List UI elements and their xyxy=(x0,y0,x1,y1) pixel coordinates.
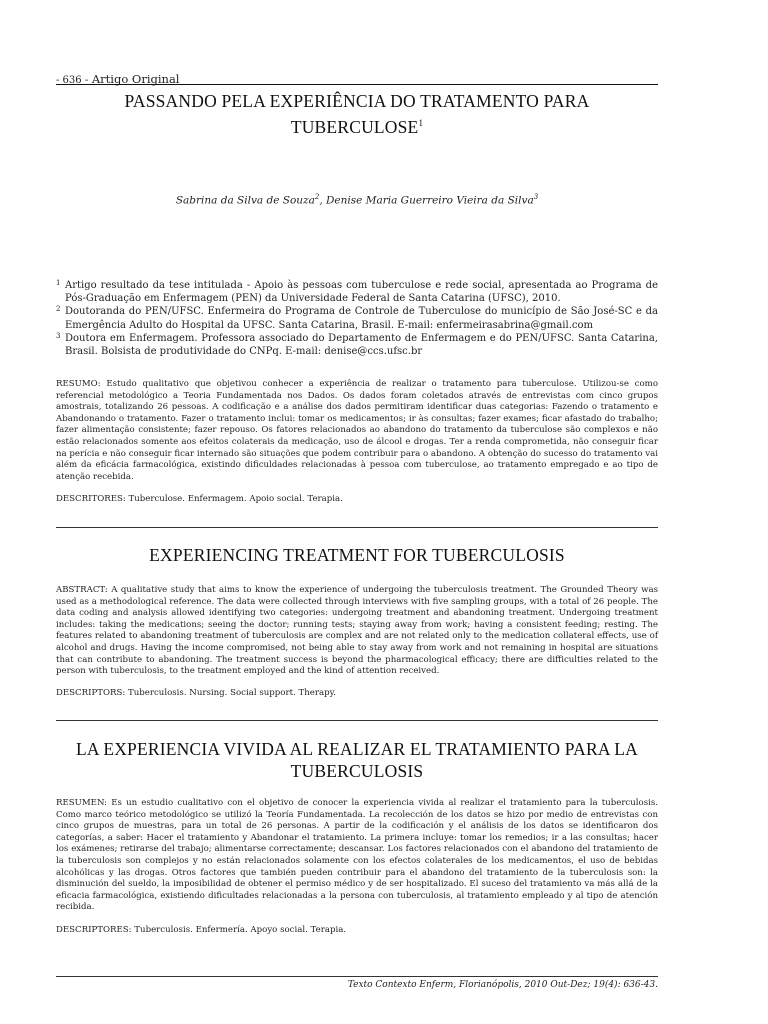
abstract-text: ABSTRACT: A qualitative study that aims to know the experience of undergoing the tuberculosis treatment. The Grounded Theory was used as a methodological reference. The data were collected through interviews with five sampling groups, with a total of 26 people. The data coding and analysis allowed identifying two categories: undergoing treatment and abandoning treatment. Undergoing treatment includes: taking the medications; seeing the doctor; running tests; staying away from work; having a consistent feeding; resting. The features related to abandoning treatment of tuberculosis are complex and are not related only to the medication collateral effects, use of alcohol and drugs. Having the income compromised, not being able to stay away from work and not remaining in hospital are situations that can contribute to abandoning. The treatment success is beyond the pharmacological efficacy; there are difficulties related to the person with tuberculosis, to the treatment employed and the kind of attention received. xyxy=(56,585,658,677)
footnotes xyxy=(56,279,658,358)
page-number: - 636 - xyxy=(56,75,89,86)
resumo-keywords: DESCRITORES: Tuberculose. Enfermagem. Apoio social. Terapia. xyxy=(56,494,343,504)
author-2: Denise Maria Guerreiro Vieira da Silva xyxy=(326,194,534,207)
author-separator: , xyxy=(319,194,326,207)
resumo-text: RESUMO: Estudo qualitativo que objetivou conhecer a experiência de realizar o tratamento para tuberculose. Utilizou-se como referencial metodológico a Teoria Fundamentada nos Dados. Os dados foram coletados através de entrevistas com cinco grupos amostrais, totalizando 26 pessoas. A codificação e a análise dos dados permitiram identificar duas categorias: Fazendo o tratamento e Abandonando o tratamento. Fazer o tratamento inclui: tomar os medicamentos; ir às consultas; fazer exames; ficar afastado do trabalho; fazer alimentação consistente; fazer repouso. Os fatores relacionados ao abandono do tratamento da tuberculose são complexos e não estão relacionados somente aos efeitos colaterais da medicação, uso de álcool e drogas. Ter a renda comprometida, não conseguir ficar na perícia e não conseguir ficar internado são situações que podem contribuir para o abandono. A obtenção do sucesso do tratamento vai além da eficácia farmacológica, existindo dificuldades relacionadas à pessoa com tuberculose, ao tratamento empregado e ao tipo de atenção recebida. xyxy=(56,379,658,482)
footnote-text: Doutora em Enfermagem. Professora associado do Departamento de Enfermagem e do PEN/UFSC. Santa Catarina, Brasil. Bolsista de produtividade do CNPq. E-mail: denise@ccs.ufsc.br xyxy=(65,332,658,358)
footnote-2 xyxy=(56,305,658,331)
author-1-marker: 2 xyxy=(314,193,320,201)
section-label: Artigo Original xyxy=(91,72,180,86)
footnote-1 xyxy=(56,279,658,305)
section-rule-1 xyxy=(56,527,658,528)
header-rule xyxy=(56,84,658,85)
journal-citation: Texto Contexto Enferm, Florianópolis, 2010 Out-Dez; 19(4): 636-43. xyxy=(347,980,658,990)
footer-rule xyxy=(56,976,658,977)
section-rule-2 xyxy=(56,720,658,721)
author-2-marker: 3 xyxy=(533,193,539,201)
footnote-number: 2 xyxy=(56,305,61,314)
title-spanish-line1: LA EXPERIENCIA VIVIDA AL REALIZAR EL TRATAMIENTO PARA LA xyxy=(75,739,639,759)
footnote-number: 3 xyxy=(56,331,61,340)
footnote-text: Doutoranda do PEN/UFSC. Enfermeira do Programa de Controle de Tuberculose do município de São José-SC e da Emergência Adulto do Hospital da UFSC. Santa Catarina, Brasil. E-mail: enfermeirasabrina@gmail.com xyxy=(65,306,658,331)
footnote-number: 1 xyxy=(56,279,61,287)
footnote-text: Artigo resultado da tese intitulada - Apoio às pessoas com tuberculose e rede social, apresentada ao Programa de Pós-Graduação em Enfermagem (PEN) da Universidade Federal de Santa Catarina (UFSC), 2010. xyxy=(65,280,658,305)
title-english: EXPERIENCING TREATMENT FOR TUBERCULOSIS xyxy=(149,545,565,565)
title-spanish xyxy=(56,738,658,782)
title-footnote-marker: 1 xyxy=(418,118,424,128)
title-portuguese xyxy=(56,90,658,138)
author-1: Sabrina da Silva de Souza xyxy=(175,194,315,207)
abstract-keywords: DESCRIPTORS: Tuberculosis. Nursing. Social support. Therapy. xyxy=(56,688,337,698)
title-portuguese-line2: TUBERCULOSE xyxy=(290,116,419,137)
title-spanish-line2: TUBERCULOSIS xyxy=(290,761,424,781)
resumen-text: RESUMEN: Es un estudio cualitativo con el objetivo de conocer la experiencia vivida al realizar el tratamiento para la tuberculosis. Como marco teórico metodológico se utilizó la Teoría Fundamentada. La recolección de los datos se hizo por medio de entrevistas con cinco grupos de muestras, para un total de 26 personas. A partir de la codificación y el análisis de los datos se identificaron dos categorías, a saber: Hacer el tratamiento y Abandonar el tratamiento. La primera incluye: tomar los remedios; ir a las consultas; hacer los exámenes; retirarse del trabajo; alimentarse correctamente; descansar. Los factores relacionados con el abandono del tratamiento de la tuberculosis son complejos y no están relacionados solamente con los efectos colaterales de los medicamentos, el uso de bebidas alcohólicas y las drogas. Otros factores que también pueden contribuir para el abandono del tratamiento de la tuberculosis son: la disminución del sueldo, la imposibilidad de obtener el permiso médico y de ser hospitalizado. El suceso del tratamiento va más allá de la eficacia farmacológica, existiendo dificultades relacionadas a la persona con tuberculosis, al tratamiento empleado y al tipo de atención recibida. xyxy=(56,798,658,913)
title-portuguese-line1: PASSANDO PELA EXPERIÊNCIA DO TRATAMENTO PARA xyxy=(124,91,590,111)
footnote-3 xyxy=(56,332,658,358)
resumen-keywords: DESCRIPTORES: Tuberculosis. Enfermería. Apoyo social. Terapia. xyxy=(56,925,347,935)
article-page xyxy=(56,0,658,1024)
authors xyxy=(56,193,658,207)
